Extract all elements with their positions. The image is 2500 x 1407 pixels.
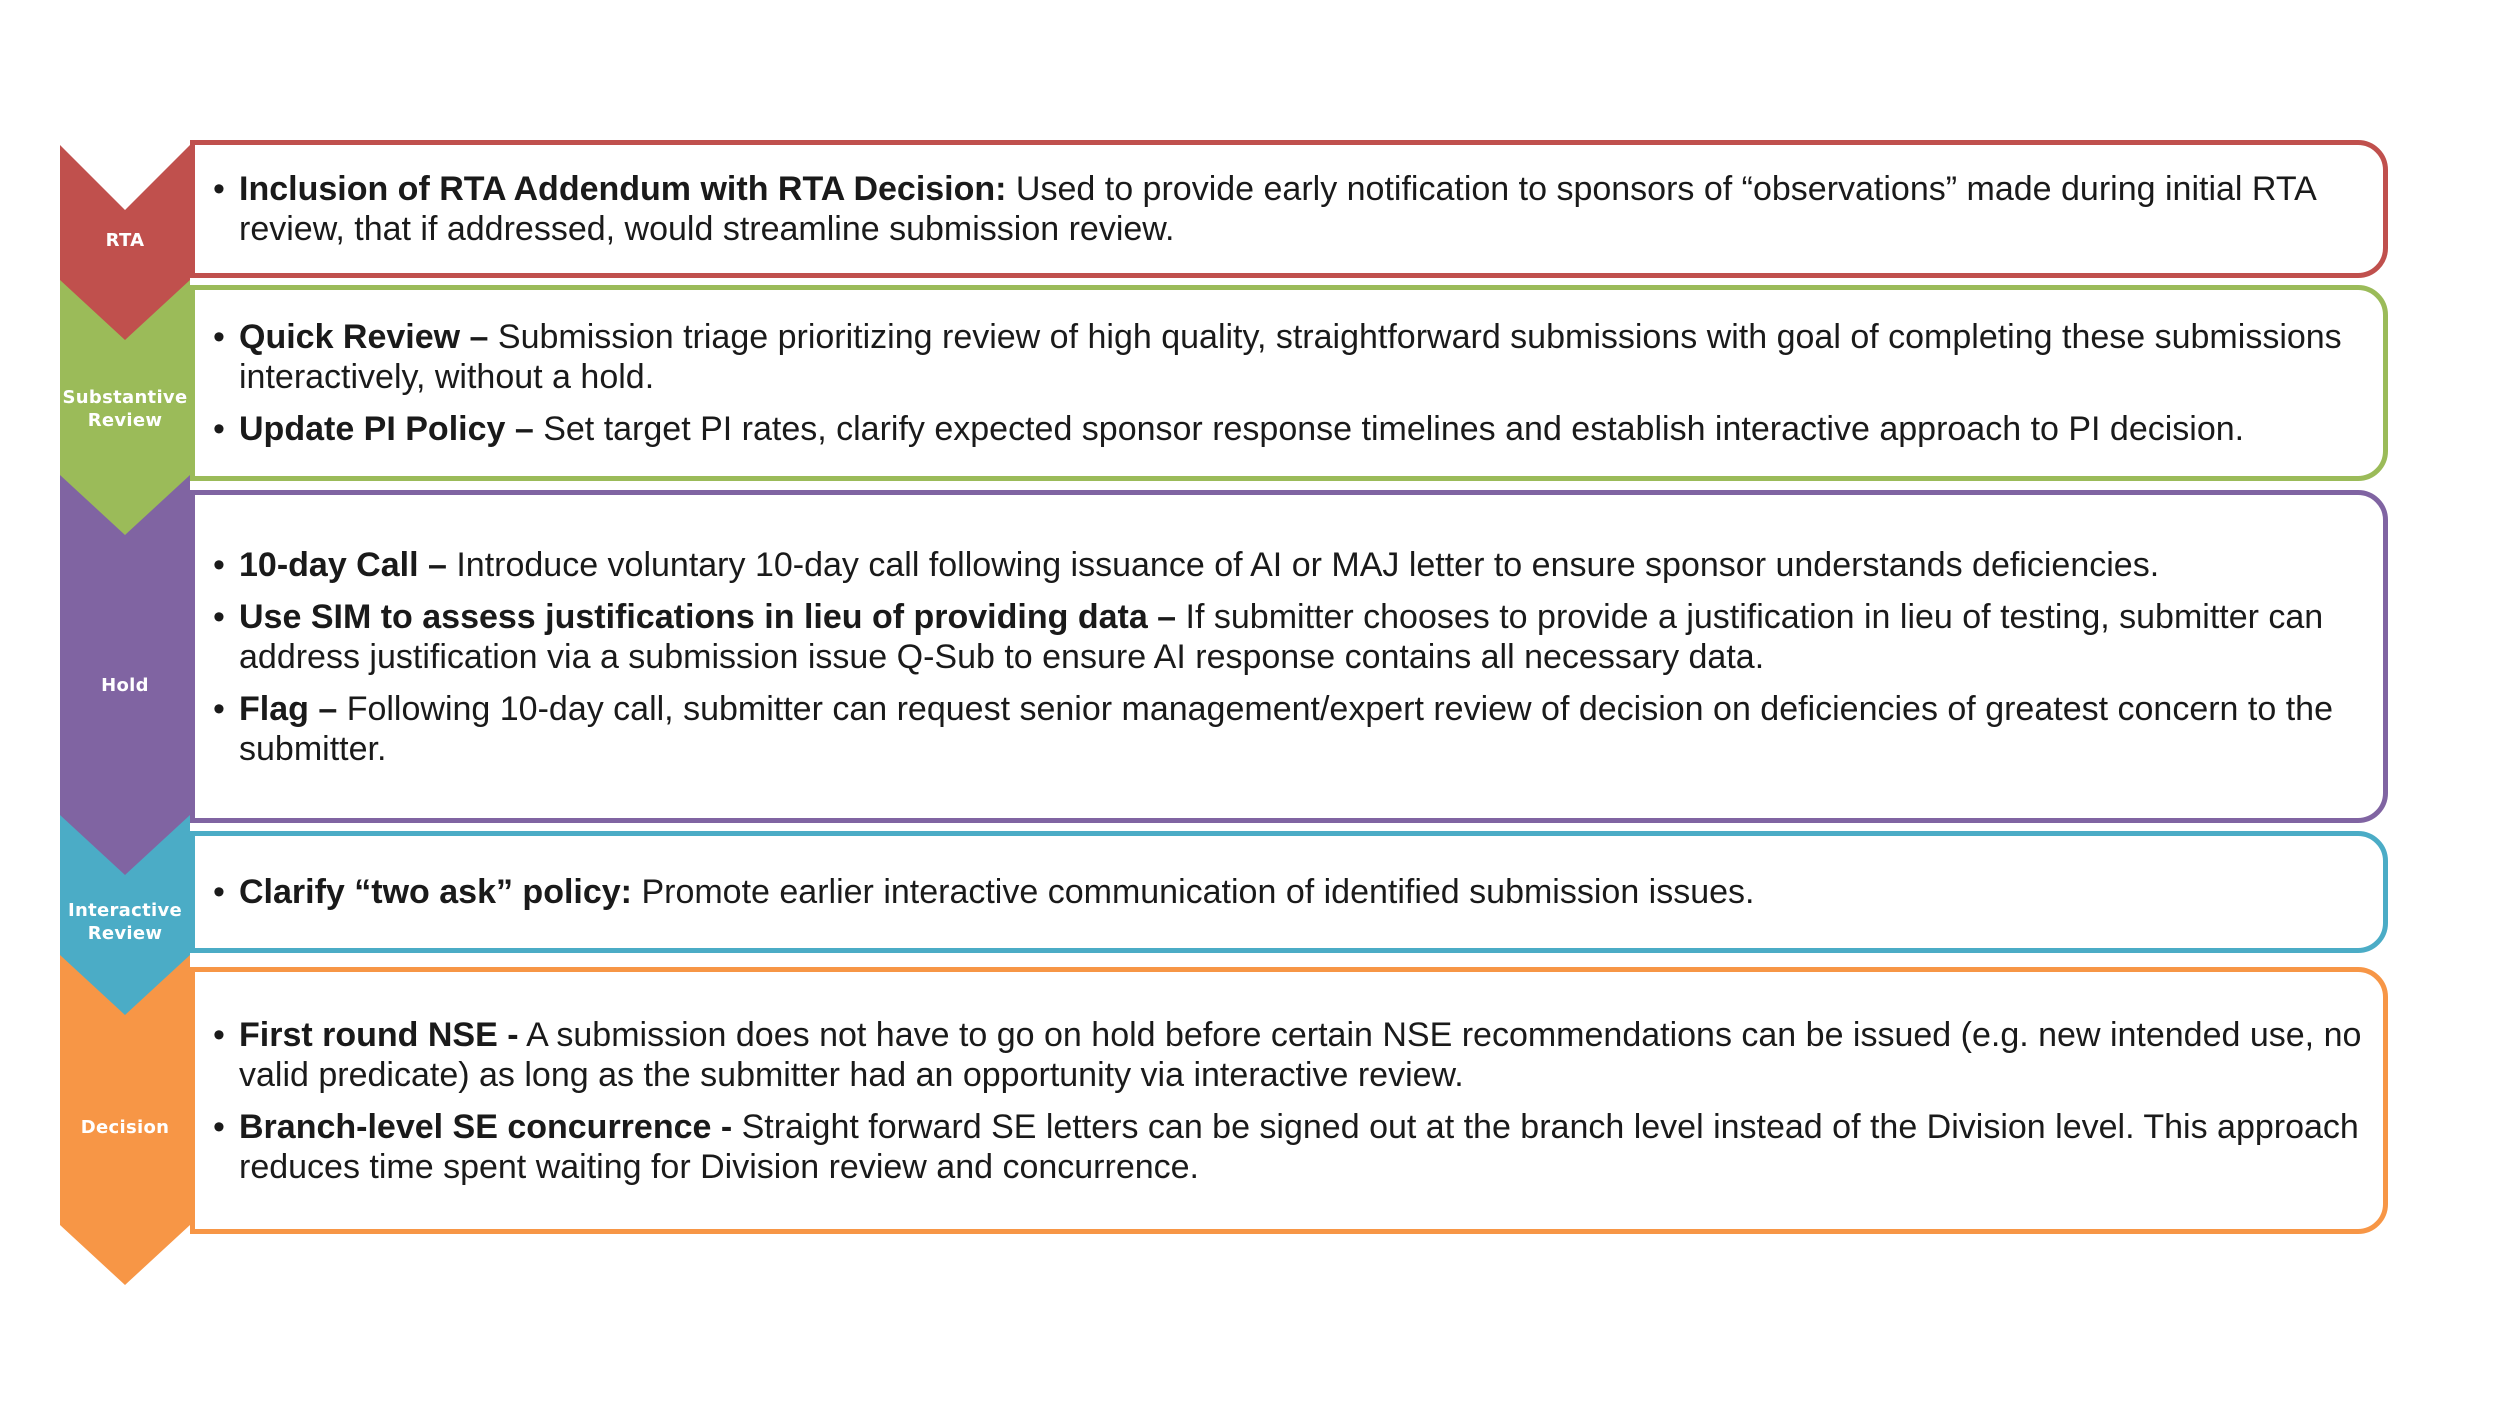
bullet-dot: • — [213, 689, 225, 728]
bullet-dot: • — [213, 410, 225, 448]
bullet-lead: Branch-level SE concurrence - — [239, 1107, 733, 1146]
bullet-lead: Quick Review – — [239, 318, 489, 356]
decision-bullet-1 — [213, 1015, 2373, 1095]
bullet-text: If submitter chooses to provide a justification in lieu of testing, submitter can address justification via a submission issue Q-Sub to ensure AI response contains all necessary data. — [239, 597, 2324, 676]
bullet-lead: First round NSE - — [239, 1015, 519, 1054]
hold-bullet-2 — [213, 597, 2373, 677]
substantive-label-line1: Substantive — [62, 387, 188, 408]
bullet-lead: Clarify “two ask” policy: — [239, 873, 632, 911]
interactive-bullet-1 — [213, 872, 2373, 912]
hold-bullet-3 — [213, 689, 2373, 769]
hold-bullet-1 — [213, 545, 2373, 585]
bullet-dot: • — [213, 545, 225, 584]
rta-panel — [190, 140, 2388, 278]
bullet-dot: • — [213, 873, 225, 911]
bullet-text: A submission does not have to go on hold before certain NSE recommendations can be issued (e.g. new intended use, no valid predicate) as long as the submitter had an opportunity via interactive review. — [239, 1015, 2362, 1094]
interactive-review-panel — [190, 831, 2388, 953]
decision-label-text: Decision — [80, 1117, 170, 1138]
hold-panel — [190, 490, 2388, 823]
hold-stage-label — [60, 674, 190, 697]
decision-panel — [190, 967, 2388, 1234]
bullet-dot: • — [213, 318, 225, 356]
interactive-review-stage-label — [60, 899, 190, 945]
substantive-bullet-2 — [213, 409, 2373, 449]
rta-label-text: RTA — [105, 230, 145, 251]
bullet-text: Set target PI rates, clarify expected sponsor response timelines and establish interactive approach to PI decision. — [533, 410, 2245, 448]
bullet-dot: • — [213, 597, 225, 636]
bullet-lead: Use SIM to assess justifications in lieu of providing data – — [239, 597, 1177, 636]
interactive-label-line1: Interactive — [67, 900, 183, 921]
bullet-text: Straight forward SE letters can be signed out at the branch level instead of the Division level. This approach reduces time spent waiting for Division review and concurrence. — [239, 1107, 2359, 1186]
bullet-text: Introduce voluntary 10-day call following issuance of AI or MAJ letter to ensure sponsor understands deficiencies. — [446, 545, 2160, 584]
substantive-label-line2: Review — [87, 410, 163, 431]
bullet-text: Submission triage prioritizing review of high quality, straightforward submissions with goal of completing these submissions interactively, without a hold. — [239, 318, 2342, 396]
bullet-text: Following 10-day call, submitter can request senior management/expert review of decision on deficiencies of greatest concern to the submitter. — [239, 689, 2333, 768]
decision-stage-label — [60, 1116, 190, 1139]
bullet-dot: • — [213, 170, 225, 208]
rta-bullet-1 — [213, 169, 2373, 249]
bullet-dot: • — [213, 1015, 225, 1054]
substantive-bullet-1 — [213, 317, 2373, 397]
bullet-dot: • — [213, 1107, 225, 1146]
substantive-review-stage-label — [60, 386, 190, 432]
bullet-lead: 10-day Call – — [239, 545, 447, 584]
rta-stage-label — [60, 229, 190, 252]
bullet-text: Used to provide early notification to sponsors of “observations” made during initial RTA review, that if addressed, would streamline submission review. — [239, 170, 2315, 248]
bullet-text: Promote earlier interactive communication of identified submission issues. — [632, 873, 1755, 911]
substantive-review-panel — [190, 285, 2388, 481]
decision-bullet-2 — [213, 1107, 2373, 1187]
bullet-lead: Inclusion of RTA Addendum with RTA Decision: — [239, 170, 1007, 208]
bullet-lead: Flag – — [239, 689, 338, 728]
interactive-label-line2: Review — [87, 923, 163, 944]
bullet-lead: Update PI Policy – — [239, 410, 534, 448]
hold-label-text: Hold — [101, 675, 149, 696]
